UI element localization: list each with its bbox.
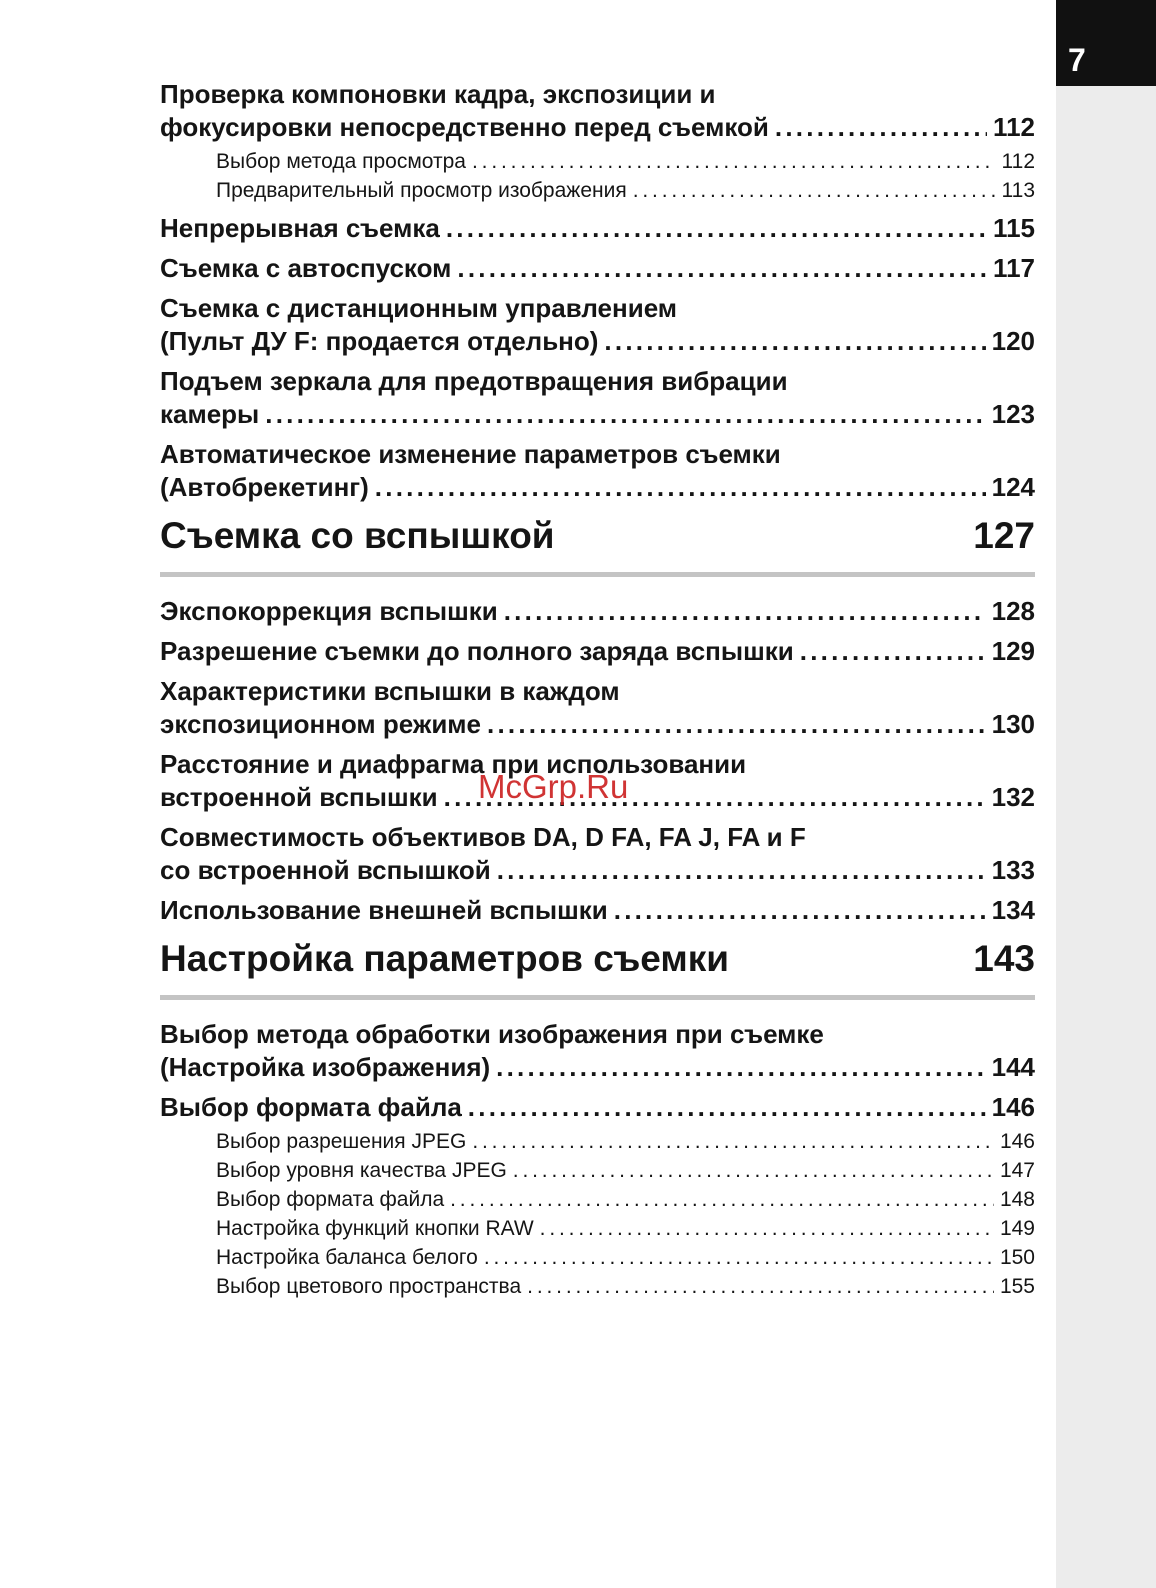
toc-entry-row: [160, 471, 1035, 504]
toc-subentry-row: [216, 1185, 1035, 1214]
toc-entry-page: 146: [991, 1092, 1035, 1122]
toc-entry-title: Выбор формата файла: [160, 1092, 462, 1122]
toc-subentry-title: Выбор цветового пространства: [216, 1275, 522, 1298]
toc-entry-page: 144: [991, 1052, 1035, 1082]
toc-entry-row: [160, 635, 1035, 668]
chapter-page: 143: [973, 938, 1035, 979]
dot-leader: [484, 1243, 994, 1272]
toc-subentry-title: Предварительный просмотр изображения: [216, 179, 627, 202]
toc-subentry[interactable]: [160, 1127, 1035, 1156]
toc-entry-row: [160, 854, 1035, 887]
toc-entry-page: 120: [991, 326, 1035, 356]
toc-entry[interactable]: [160, 1091, 1035, 1124]
side-strip: [1056, 86, 1156, 1588]
toc-entry[interactable]: [160, 1018, 1035, 1084]
chapter-page: 127: [973, 515, 1035, 556]
toc-entry[interactable]: [160, 212, 1035, 245]
toc-entry-row: [160, 1051, 1035, 1084]
toc-entry[interactable]: [160, 595, 1035, 628]
toc-entry[interactable]: [160, 894, 1035, 927]
toc-subentry-row: [216, 1127, 1035, 1156]
toc-entry-title-line: Характеристики вспышки в каждом: [160, 676, 620, 706]
toc-entry[interactable]: [160, 438, 1035, 504]
toc-entry-title: со встроенной вспышкой: [160, 855, 491, 885]
toc-subentry-title: Выбор метода просмотра: [216, 150, 466, 173]
toc-entry[interactable]: [160, 675, 1035, 741]
toc-subentry-title: Выбор уровня качества JPEG: [216, 1159, 507, 1182]
toc-subentry[interactable]: [160, 147, 1035, 176]
chapter-title: Съемка со вспышкой: [160, 515, 555, 556]
toc-entry-page: 129: [991, 636, 1035, 666]
dot-leader: [496, 1051, 985, 1084]
dot-leader: [375, 471, 986, 504]
toc-subentry-page: 150: [999, 1246, 1035, 1269]
dot-leader: [540, 1214, 994, 1243]
dot-leader: [450, 1185, 994, 1214]
toc-entry[interactable]: [160, 292, 1035, 358]
toc-entry-title: Использование внешней вспышки: [160, 895, 608, 925]
toc-entry-row: [160, 398, 1035, 431]
toc-entry-row: [160, 325, 1035, 358]
dot-leader: [472, 147, 996, 176]
dot-leader: [265, 398, 985, 431]
toc-subentry-row: [216, 1272, 1035, 1301]
toc-entry[interactable]: [160, 78, 1035, 144]
dot-leader: [457, 252, 987, 285]
toc-entry-title-line: Расстояние и диафрагма при использовании: [160, 749, 747, 779]
toc-entry-row: [160, 708, 1035, 741]
toc-entry-title: Съемка с автоспуском: [160, 253, 452, 283]
toc-subentry-title: Выбор разрешения JPEG: [216, 1130, 467, 1153]
table-of-contents: [160, 78, 1035, 1308]
toc-subentry-page: 113: [1001, 179, 1035, 202]
toc-entry-title: Разрешение съемки до полного заряда вспышки: [160, 636, 794, 666]
dot-leader: [800, 635, 986, 668]
toc-entry-page: 133: [991, 855, 1035, 885]
toc-entry-row: [160, 1091, 1035, 1124]
toc-entry-title: экспозиционном режиме: [160, 709, 482, 739]
toc-entry[interactable]: [160, 365, 1035, 431]
toc-subentry-page: 146: [999, 1130, 1035, 1153]
toc-entry-page: 112: [993, 112, 1035, 142]
toc-entry[interactable]: [160, 635, 1035, 668]
page-number-tab: [1056, 0, 1156, 86]
dot-leader: [468, 1091, 986, 1124]
toc-entry-title-line: Съемка с дистанционным управлением: [160, 293, 678, 323]
toc-entry-title-line: Проверка компоновки кадра, экспозиции и: [160, 79, 716, 109]
toc-entry-title: (Настройка изображения): [160, 1052, 491, 1082]
dot-leader: [633, 176, 996, 205]
toc-subentry-row: [216, 176, 1035, 205]
chapter-heading[interactable]: [160, 937, 1035, 1000]
toc-subentry-page: 155: [999, 1275, 1035, 1298]
dot-leader: [775, 111, 987, 144]
toc-entry-title: фокусировки непосредственно перед съемкой: [160, 112, 769, 142]
toc-subentry-page: 148: [999, 1188, 1035, 1211]
toc-entry-title-line: Автоматическое изменение параметров съемки: [160, 439, 781, 469]
toc-entry-title: (Автобрекетинг): [160, 472, 369, 502]
toc-subentry-title: Настройка баланса белого: [216, 1246, 478, 1269]
toc-subentry-row: [216, 147, 1035, 176]
dot-leader: [487, 708, 986, 741]
toc-entry-title-line: Подъем зеркала для предотвращения вибрации: [160, 366, 788, 396]
toc-entry[interactable]: [160, 821, 1035, 887]
toc-entry-title: Непрерывная съемка: [160, 213, 440, 243]
toc-entry-row: [160, 212, 1035, 245]
toc-entry-page: 115: [993, 213, 1035, 243]
toc-entry-page: 123: [991, 399, 1035, 429]
toc-entry-title: Экспокоррекция вспышки: [160, 596, 498, 626]
toc-subentry-page: 147: [999, 1159, 1035, 1182]
dot-leader: [527, 1272, 994, 1301]
toc-subentry-page: 149: [999, 1217, 1035, 1240]
dot-leader: [472, 1127, 994, 1156]
toc-subentry[interactable]: [160, 1272, 1035, 1301]
toc-subentry[interactable]: [160, 1156, 1035, 1185]
dot-leader: [604, 325, 985, 358]
toc-subentries: [160, 147, 1035, 205]
page-number: 7: [1068, 42, 1086, 78]
toc-subentry-page: 112: [1001, 150, 1035, 173]
dot-leader: [504, 595, 986, 628]
toc-entry-row: [160, 111, 1035, 144]
toc-entry-title: встроенной вспышки: [160, 782, 438, 812]
toc-entry-page: 130: [991, 709, 1035, 739]
toc-entry-row: [160, 595, 1035, 628]
toc-subentry-row: [216, 1214, 1035, 1243]
toc-subentry-row: [216, 1243, 1035, 1272]
toc-entry-row: [160, 252, 1035, 285]
dot-leader: [513, 1156, 994, 1185]
toc-entry-title-line: Выбор метода обработки изображения при съемке: [160, 1019, 824, 1049]
chapter-heading[interactable]: [160, 514, 1035, 577]
toc-subentry-row: [216, 1156, 1035, 1185]
watermark: McGrp.Ru: [478, 768, 629, 805]
toc-subentry[interactable]: [160, 1185, 1035, 1214]
chapter-title: Настройка параметров съемки: [160, 938, 730, 979]
toc-entry[interactable]: [160, 252, 1035, 285]
toc-entry-page: 117: [993, 253, 1035, 283]
toc-subentry-title: Настройка функций кнопки RAW: [216, 1217, 534, 1240]
toc-entry-title: камеры: [160, 399, 260, 429]
toc-entry-title-line: Совместимость объективов DA, D FA, FA J, FA и F: [160, 822, 806, 852]
toc-subentry[interactable]: [160, 176, 1035, 205]
toc-entry-row: [160, 894, 1035, 927]
toc-entry-page: 128: [991, 596, 1035, 626]
toc-subentry-title: Выбор формата файла: [216, 1188, 445, 1211]
toc-subentries: [160, 1127, 1035, 1301]
toc-entry-page: 124: [991, 472, 1035, 502]
toc-subentry[interactable]: [160, 1243, 1035, 1272]
dot-leader: [614, 894, 986, 927]
toc-subentry[interactable]: [160, 1214, 1035, 1243]
toc-entry-page: 132: [991, 782, 1035, 812]
toc-entry-page: 134: [991, 895, 1035, 925]
dot-leader: [446, 212, 987, 245]
toc-entry-title: (Пульт ДУ F: продается отдельно): [160, 326, 599, 356]
dot-leader: [497, 854, 986, 887]
